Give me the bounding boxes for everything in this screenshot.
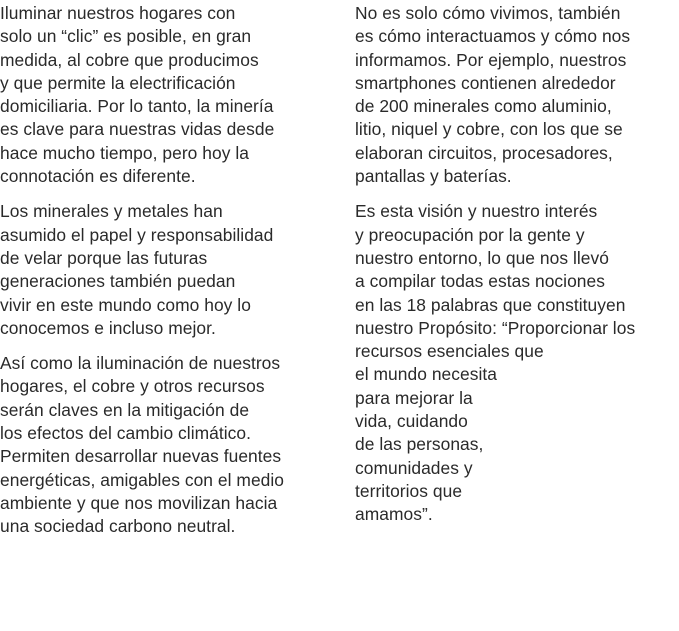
text-line: informamos. Por ejemplo, nuestros [355, 49, 627, 70]
text-line: comunidades y [355, 457, 473, 478]
paragraph-climate-change [0, 352, 340, 538]
text-line: generaciones también puedan [0, 271, 236, 292]
text-line: para mejorar la [355, 387, 473, 408]
text-line: en las 18 palabras que constituyen [355, 294, 626, 315]
text-line: una sociedad carbono neutral. [0, 516, 236, 537]
text-line: medida, al cobre que producimos [0, 49, 259, 70]
text-line: energéticas, amigables con el medio [0, 469, 285, 490]
text-line: Es esta visión y nuestro interés [355, 201, 598, 222]
text-line: vida, cuidando [355, 411, 468, 432]
text-line: hogares, el cobre y otros recursos [0, 376, 265, 397]
paragraph-purpose [355, 200, 679, 526]
text-line: asumido el papel y responsabilidad [0, 224, 274, 245]
text-line: y preocupación por la gente y [355, 224, 585, 245]
text-line: litio, niquel y cobre, con los que se [355, 119, 623, 140]
text-line: recursos esenciales que [355, 341, 544, 362]
paragraph-smartphones [355, 2, 679, 188]
text-line: smartphones contienen alrededor [355, 72, 616, 93]
text-line: territorios que [355, 480, 463, 501]
text-line: es clave para nuestras vidas desde [0, 119, 275, 140]
text-line: vivir en este mundo como hoy lo [0, 294, 251, 315]
paragraph-minerals-metals [0, 200, 340, 340]
text-line: solo un “clic” es posible, en gran [0, 26, 252, 47]
text-line: de 200 minerales como aluminio, [355, 96, 612, 117]
text-line: de las personas, [355, 434, 484, 455]
text-line: pantallas y baterías. [355, 166, 512, 187]
text-line: hace mucho tiempo, pero hoy la [0, 142, 249, 163]
left-text-column [0, 2, 340, 551]
paragraph-lighting-homes [0, 2, 340, 188]
text-line: No es solo cómo vivimos, también [355, 3, 621, 23]
text-line: conocemos e incluso mejor. [0, 317, 216, 338]
text-line: elaboran circuitos, procesadores, [355, 142, 613, 163]
text-line: Permiten desarrollar nuevas fuentes [0, 446, 282, 467]
text-line: es cómo interactuamos y cómo nos [355, 26, 631, 47]
right-text-column [355, 2, 679, 539]
text-line: Así como la iluminación de nuestros [0, 353, 281, 374]
text-line: connotación es diferente. [0, 166, 196, 187]
text-line: Los minerales y metales han [0, 201, 223, 222]
text-line: nuestro entorno, lo que nos llevó [355, 247, 609, 268]
text-line: a compilar todas estas nociones [355, 271, 605, 292]
text-line: y que permite la electrificación [0, 72, 236, 93]
text-line: ambiente y que nos movilizan hacia [0, 492, 278, 513]
text-line: amamos”. [355, 504, 433, 525]
text-line: Iluminar nuestros hogares con [0, 3, 236, 23]
text-line: de velar porque las futuras [0, 247, 208, 268]
text-line: nuestro Propósito: “Proporcionar los [355, 317, 636, 338]
text-line: los efectos del cambio climático. [0, 423, 252, 444]
text-line: el mundo necesita [355, 364, 497, 385]
text-line: serán claves en la mitigación de [0, 399, 250, 420]
text-line: domiciliaria. Por lo tanto, la minería [0, 96, 274, 117]
